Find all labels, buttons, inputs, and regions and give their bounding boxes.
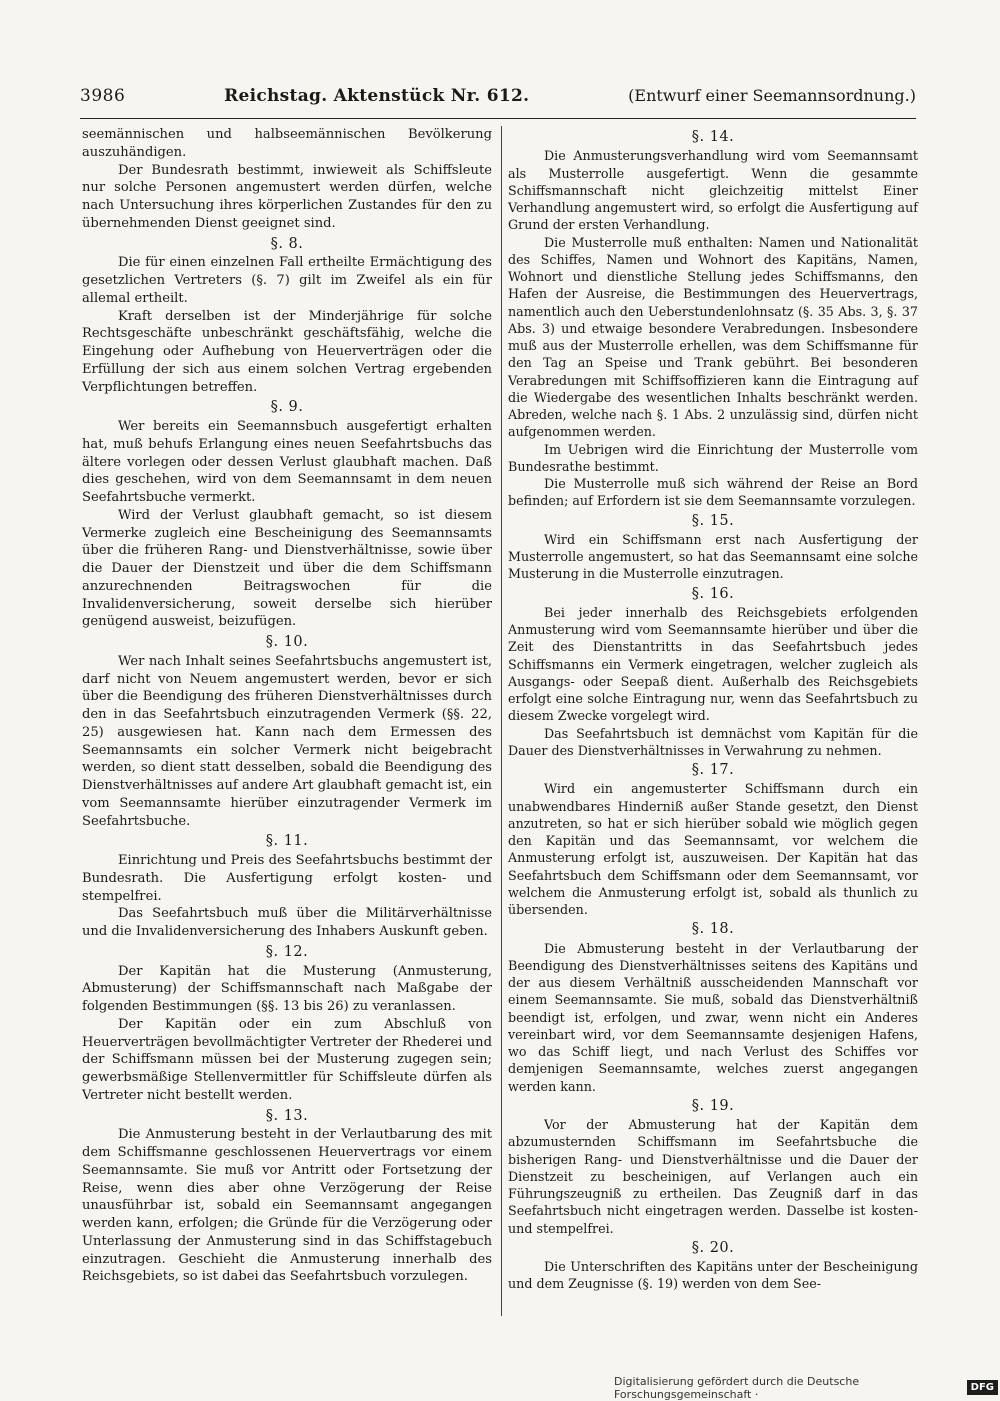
paragraph: Der Kapitän hat die Musterung (Anmusterung, Abmusterung) der Schiffsmannschaft nach Maßgabe der folgenden Bestimmungen (§§. 13 bis 26) zu veranlassen.	[82, 963, 492, 1014]
paragraph: Wird der Verlust glaubhaft gemacht, so ist diesem Vermerke zugleich eine Bescheinigung des Seemannsamts über die früheren Rang- und Dienstverhältnisse, sowie über die Dauer der Dienstzeit und über die dem Schiffsmann anzurechnenden Beitragswochen für die Invalidenversicherung, soweit derselbe sich hierüber genügend ausweist, beizufügen.	[82, 507, 492, 630]
section-heading: §. 14.	[691, 129, 735, 145]
section-heading: §. 15.	[691, 512, 735, 529]
section-heading: §. 8.	[270, 235, 304, 252]
paragraph: seemännischen und halbseemännischen Bevölkerung auszuhändigen.	[82, 127, 492, 160]
paragraph: Der Bundesrath bestimmt, inwieweit als Schiffsleute nur solche Personen angemustert werden dürfen, welche nach Untersuchung ihres körperlichen Zustandes für den zu übernehmenden Dienst geeignet sind.	[82, 162, 492, 231]
paragraph: Die Abmusterung besteht in der Verlautbarung der Beendigung des Dienstverhältnisses seitens des Kapitäns und der aus diesem Verhältniß ausscheidenden Mannschaft vor einem Seemannsamte. Sie muß, sobald das Dienstverhältniß beendigt ist, erfolgen, und zwar, wenn nicht ein Anderes vereinbart wird, vor dem Seemannsamte desjenigen Hafens, wo das Schiff liegt, und nach Verlust des Schiffes vor demjenigen Seemannsamte, welches zuerst angegangen werden kann.	[508, 940, 918, 1094]
paragraph: Die für einen einzelnen Fall ertheilte Ermächtigung des gesetzlichen Vertreters (§. 7) gilt im Zweifel als ein für allemal ertheilt.	[82, 255, 492, 306]
paragraph: Wird ein Schiffsmann erst nach Ausfertigung der Musterrolle angemustert, so hat das Seemannsamt eine solche Musterung in die Musterrolle einzutragen.	[508, 531, 918, 582]
right-column	[508, 126, 918, 1293]
section-heading: §. 16.	[691, 585, 735, 602]
paragraph: Vor der Abmusterung hat der Kapitän dem abzumusternden Schiffsmann im Seefahrtsbuche die bisherigen Rang- und Dienstverhältnisse und die Dauer der Dienstzeit zu bescheinigen, auf Verlangen auch ein Führungszeugniß zu ertheilen. Das Zeugniß darf in das Seefahrtsbuch nicht eingetragen werden. Dasselbe ist kosten- und stempelfrei.	[508, 1117, 918, 1236]
paragraph: Einrichtung und Preis des Seefahrtsbuchs bestimmt der Bundesrath. Die Ausfertigung erfolgt kosten- und stempelfrei.	[82, 853, 492, 904]
page-footer	[614, 1374, 1000, 1401]
paragraph: Die Anmusterungsverhandlung wird vom Seemannsamt als Musterrolle ausgefertigt. Wenn die gesammte Schiffsmannschaft nicht gleichzeitig mittelst Einer Verhandlung angemustert wird, so erfolgt die Ausfertigung auf Grund der ersten Verhandlung.	[508, 148, 918, 233]
section-heading: §. 20.	[691, 1239, 735, 1256]
section-heading: §. 11.	[265, 833, 309, 850]
page-number: 3986	[80, 86, 126, 106]
paragraph: Das Seefahrtsbuch ist demnächst vom Kapitän für die Dauer des Dienstverhältnisses in Verwahrung zu nehmen.	[508, 725, 918, 758]
paragraph: Die Musterrolle muß enthalten: Namen und Nationalität des Schiffes, Namen und Wohnort des Kapitäns, Namen, Wohnort und dienstliche Stellung jedes Schiffsmanns, den Hafen der Ausreise, die Bestimmungen des Heuervertrags, namentlich auch den Ueberstundenlohnsatz (§. 35 Abs. 3, §. 37 Abs. 3) und etwaige besondere Verabredungen. Insbesondere muß aus der Musterrolle erhellen, was dem Schiffsmanne für den Tag an Speise und Trank gebührt. Bei besonderen Verabredungen mit Schiffsoffizieren kann die Eintragung auf die Wiedergabe des wesentlichen Inhalts beschränkt werden. Abreden, welche nach §. 1 Abs. 2 unzulässig sind, dürfen nicht aufgenommen werden.	[508, 234, 918, 440]
paragraph: Die Musterrolle muß sich während der Reise an Bord befinden; auf Erfordern ist sie dem Seemannsamte vorzulegen.	[508, 476, 918, 509]
paragraph: Der Kapitän oder ein zum Abschluß von Heuerverträgen bevollmächtigter Vertreter der Rhederei und der Schiffsmann müssen bei der Musterung zugegen sein; gewerbsmäßige Stellenvermittler für Schiffsleute dürfen als Vertreter nicht bestellt werden.	[82, 1016, 492, 1103]
left-column	[82, 126, 492, 1286]
paragraph: Wer nach Inhalt seines Seefahrtsbuchs angemustert ist, darf nicht von Neuem angemustert werden, bevor er sich über die Beendigung des früheren Dienstverhältnisses durch den in das Seefahrtsbuch einzutragenden Vermerk (§§. 22, 25) ausgewiesen hat. Kann nach dem Ermessen des Seemannsamts ein solcher Vermerk nicht beigebracht werden, so dient statt desselben, sobald die Beendigung des Dienstverhältnisses auf andere Art glaubhaft gemacht ist, ein vom Seemannsamte hierüber einzutragender Vermerk im Seefahrtsbuche.	[82, 653, 492, 829]
document-title: Reichstag. Aktenstück Nr. 612.	[224, 86, 530, 106]
paragraph: Im Uebrigen wird die Einrichtung der Musterrolle vom Bundesrathe bestimmt.	[508, 441, 918, 474]
header-rule	[80, 118, 916, 119]
column-divider	[501, 126, 502, 1316]
paragraph: Kraft derselben ist der Minderjährige für solche Rechtsgeschäfte unbeschränkt geschäftsfähig, welche die Eingehung oder Aufhebung von Heuerverträgen oder die Erfüllung der sich aus einem solchen Vertrag ergebenden Verpflichtungen betreffen.	[82, 308, 492, 395]
section-heading: §. 9.	[270, 399, 304, 416]
document-subtitle: (Entwurf einer Seemannsordnung.)	[628, 86, 916, 105]
paragraph: Bei jeder innerhalb des Reichsgebiets erfolgenden Anmusterung wird vom Seemannsamte hierüber und über die Zeit des Dienstantritts in das Seefahrtsbuch jedes Schiffsmanns ein Vermerk eingetragen, welcher zugleich als Ausgangs- oder Seepaß dient. Außerhalb des Reichsgebiets erfolgt eine solche Eintragung nur, wenn das Seefahrtsbuch zu diesem Zwecke vorgelegt wird.	[508, 604, 918, 724]
paragraph: Das Seefahrtsbuch muß über die Militärverhältnisse und die Invalidenversicherung des Inhabers Auskunft geben.	[82, 906, 492, 939]
section-heading: §. 10.	[265, 634, 309, 650]
section-heading: §. 12.	[265, 943, 309, 960]
section-heading: §. 19.	[691, 1097, 735, 1114]
dfg-logo: DFG	[967, 1380, 998, 1395]
section-heading: §. 17.	[691, 762, 735, 778]
paragraph: Wird ein angemusterter Schiffsmann durch ein unabwendbares Hinderniß außer Stande gesetzt, den Dienst anzutreten, so hat er sich hierüber sobald wie möglich gegen den Kapitän und das Seemannsamt, vor welchem die Anmusterung erfolgt ist, auszuweisen. Der Kapitän hat das Seefahrtsbuch dem Schiffsmann oder dem Seemannsamt, vor welchem die Anmusterung erfolgt ist, sobald als thunlich zu übersenden.	[508, 781, 918, 917]
paragraph: Die Anmusterung besteht in der Verlautbarung des mit dem Schiffsmanne geschlossenen Heuervertrags vor einem Seemannsamte. Sie muß vor Antritt oder Fortsetzung der Reise, wenn dies aber ohne Verzögerung der Reise unausführbar ist, sobald ein Seemannsamt angegangen werden kann, erfolgen; die Gründe für die Verzögerung oder Unterlassung der Anmusterung sind in das Schiffstagebuch einzutragen. Geschieht die Anmusterung innerhalb des Reichsgebiets, so ist dabei das Seefahrtsbuch vorzulegen.	[82, 1127, 492, 1285]
paragraph: Wer bereits ein Seemannsbuch ausgefertigt erhalten hat, muß behufs Erlangung eines neuen Seefahrtsbuchs das ältere vorlegen oder dessen Verlust glaubhaft machen. Daß dies geschehen, wird von dem Seemannsamt in dem neuen Seefahrtsbuche vermerkt.	[82, 419, 492, 505]
paragraph: Die Unterschriften des Kapitäns unter der Bescheinigung und dem Zeugnisse (§. 19) werden von dem See-	[508, 1259, 918, 1292]
footer-credit: Digitalisierung gefördert durch die Deutsche Forschungsgemeinschaft ·	[614, 1374, 860, 1401]
section-heading: §. 18.	[691, 921, 735, 938]
page-header	[80, 86, 916, 112]
section-heading: §. 13.	[265, 1107, 309, 1124]
